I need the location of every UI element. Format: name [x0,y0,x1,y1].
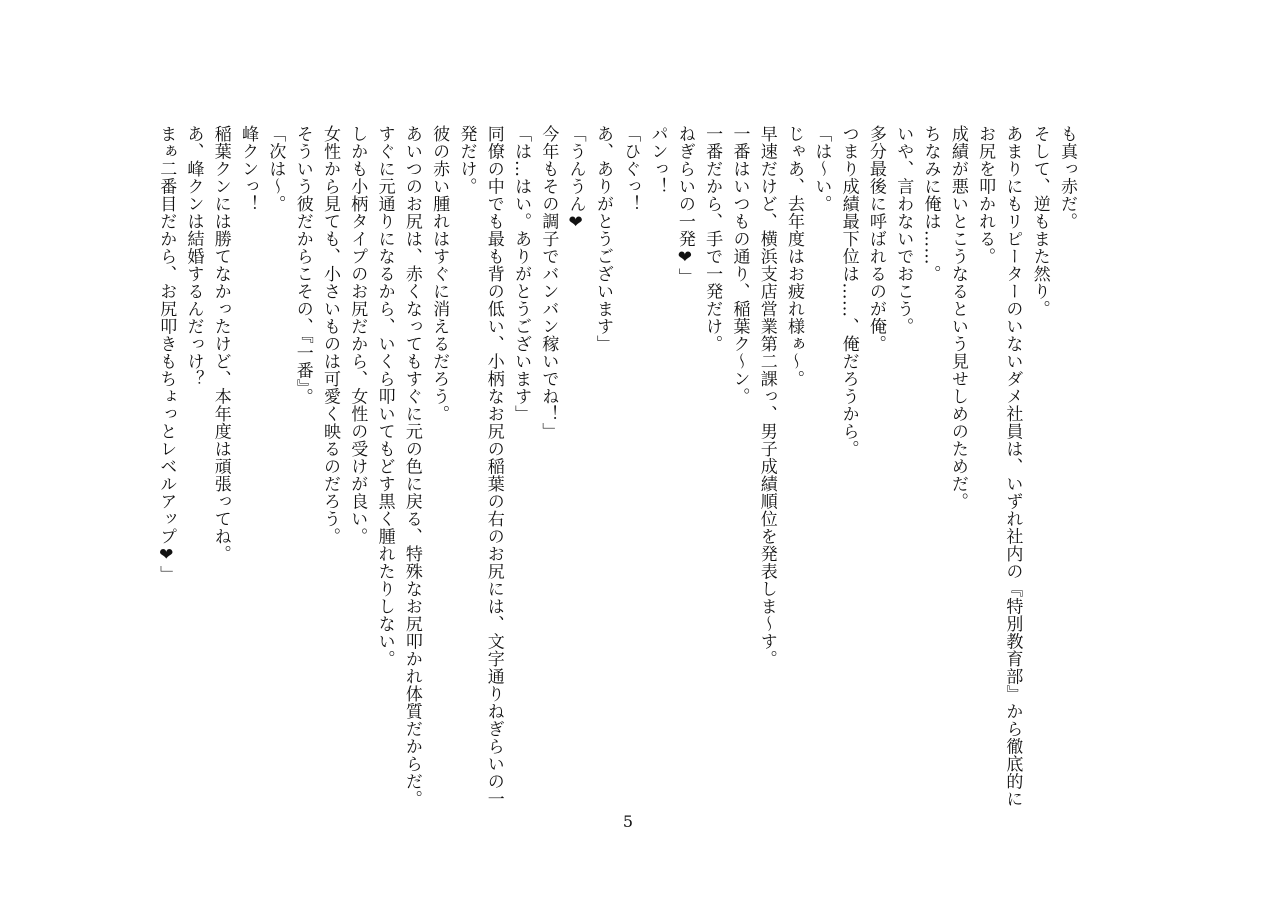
text-line: つまり成績最下位は……、俺だろうから。 [838,125,859,458]
text-line: ちなみに俺は……。 [920,125,941,283]
text-line: あ、峰クンは結婚するんだっけ？ [183,125,204,388]
text-line: あいつのお尻は、赤くなってもすぐに元の色に戻る、特殊なお尻叩かれ体質だからだ。 [401,125,422,808]
text-line: 発だけ。 [456,125,477,195]
text-line: 彼の赤い腫れはすぐに消えるだろう。 [429,125,450,423]
text-line: まぁ二番目だから、お尻叩きもちょっとレベルアップ❤」 [156,125,177,583]
text-line: 同僚の中でも最も背の低い、小柄なお尻の稲葉の右のお尻には、文字通りねぎらいの一 [483,125,504,808]
text-line: そして、逆もまた然り。 [1029,125,1050,318]
text-line: 峰クンっ！ [238,125,259,213]
text-line: 「は…はい。ありがとうございます」 [511,125,532,423]
text-line: お尻を叩かれる。 [975,125,996,265]
text-line: パンっ！ [647,125,668,195]
text-line: ねぎらいの一発❤」 [674,125,695,286]
text-line: いや、言わないでおこう。 [893,125,914,335]
text-line: 「次は～。 [265,125,286,213]
text-line: あまりにもリピーターのいないダメ社員は、いずれ社内の『特別教育部』から徹底的に [1002,125,1023,808]
text-line: じゃあ、去年度はお疲れ様ぁ～。 [784,125,805,388]
text-line: 成績が悪いとこうなるという見せしめのためだ。 [947,125,968,510]
text-line: あ、ありがとうございます」 [592,125,613,353]
text-line: 今年もその調子でバンバン稼いでね！」 [538,125,559,440]
text-line: 女性から見ても、小さいものは可愛く映るのだろう。 [319,125,340,545]
text-line: 「ひぐっ！ [620,125,641,213]
text-line: 「うんうん❤ [565,125,586,233]
text-line: 早速だけど、横浜支店営業第二課っ、男子成績順位を発表しま～す。 [756,125,777,668]
text-line: 「は～い。 [811,125,832,213]
text-line: しかも小柄タイプのお尻だから、女性の受けが良い。 [347,125,368,545]
text-line: 一番はいつもの通り、稲葉ク～ン。 [729,125,750,405]
page-number: 5 [622,812,634,831]
text-line: すぐに元通りになるから、いくら叩いてもどす黒く腫れたりしない。 [374,125,395,668]
text-line: そういう彼だからこその、『一番』。 [292,125,313,406]
vertical-text-body [152,125,1080,808]
text-line: 一番だから、手で一発だけ。 [702,125,723,353]
text-line: 多分最後に呼ばれるのが俺。 [865,125,886,353]
text-line: も真っ赤だ。 [1057,125,1077,230]
text-line: 稲葉クンには勝てなかったけど、本年度は頑張ってね。 [210,125,231,563]
